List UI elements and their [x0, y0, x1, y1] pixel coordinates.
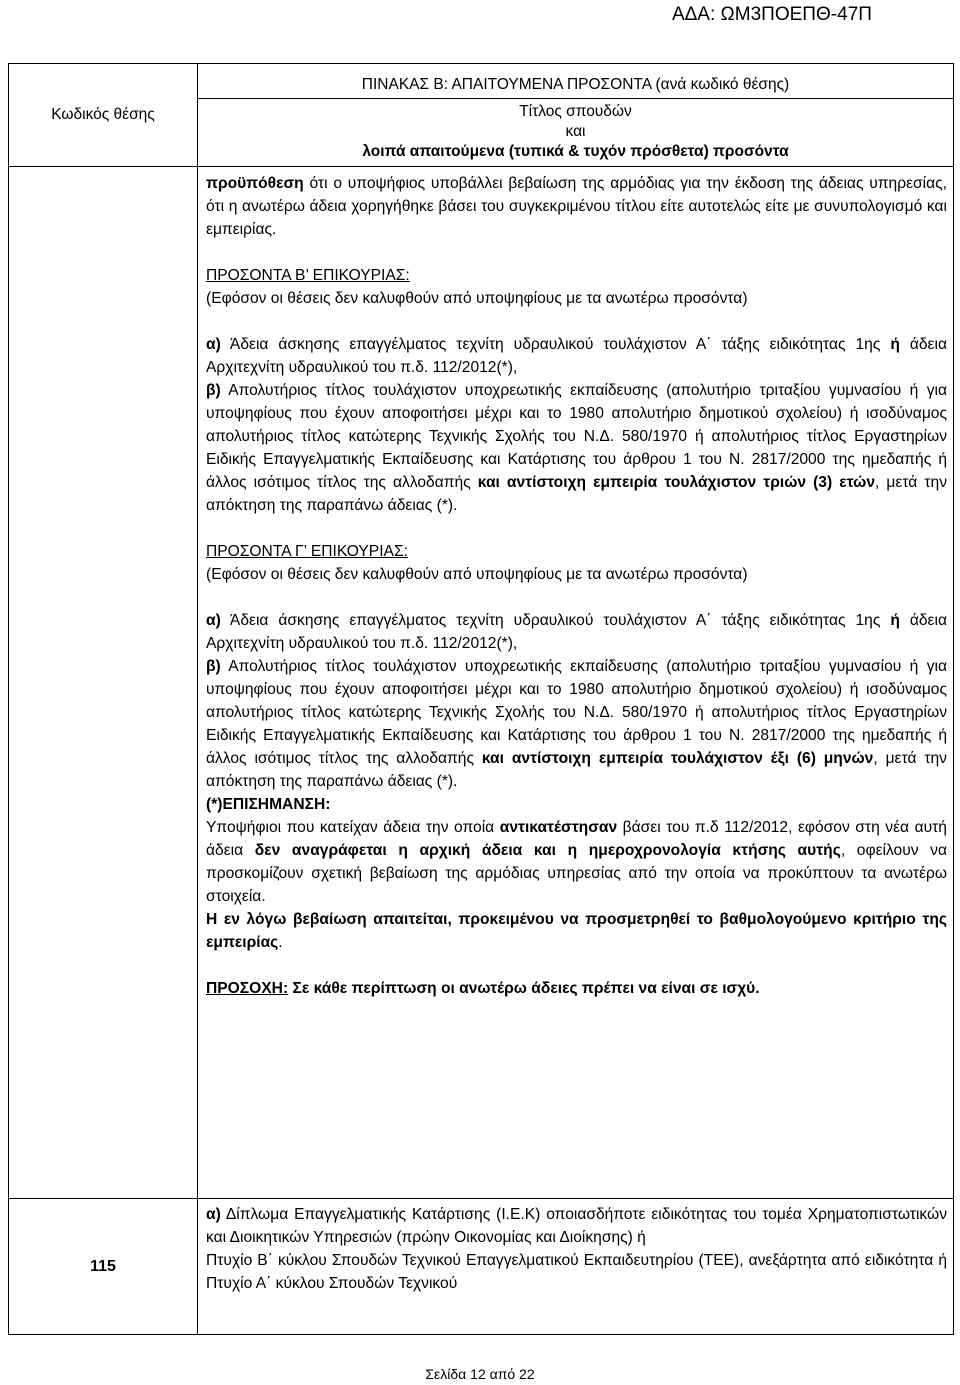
- item-text: Άδεια άσκησης επαγγέλματος τεχνίτη υδραυλικού τουλάχιστον Α΄ τάξης ειδικότητας 1ης: [220, 612, 891, 629]
- note-bold-paragraph: [206, 908, 947, 954]
- position-code-115: 115: [9, 1199, 198, 1335]
- item-text: άδεια Αρχιτεχνίτη υδραυλικού του π.δ. 112/2012(*),: [206, 612, 947, 652]
- item-label: β): [206, 658, 221, 675]
- item-or: ή: [890, 336, 900, 353]
- item-text: Απολυτήριος τίτλος τουλάχιστον υποχρεωτικής εκπαίδευσης (απολυτήριο τριταξίου γυμνασίου ή για υποψηφίους που έχουν αποφοιτήσει μέχρι και το 1980 απολυτήριο δημοτικού σχολείου) ή ισοδύναμος απολυτήριος τίτλος κατώτερης Τεχνικής Σχολής του Ν.Δ. 580/1970 ή απολυτήριος τίτλος Εργαστηρίων Ειδικής Επαγγελματικής Εκπαίδευσης και Κατάρτισης του άρθρου 1 του Ν. 2817/2000 της ημεδαπής ή άλλος ισότιμος τίτλος της αλλοδαπής: [206, 382, 947, 491]
- section-b-heading: ΠΡΟΣΟΝΤΑ Β’ ΕΠΙΚΟΥΡΙΑΣ:: [206, 267, 410, 284]
- column-header-code: Κωδικός θέσης: [9, 64, 198, 167]
- section-c-item-b: [206, 655, 947, 793]
- column-header-line-2: και: [565, 123, 586, 140]
- caution-paragraph: [206, 977, 947, 1000]
- item-label: β): [206, 382, 221, 399]
- column-header-line-3: λοιπά απαιτούμενα (τυπικά & τυχόν πρόσθετα) προσόντα: [362, 143, 789, 160]
- section-c-item-a: [206, 609, 947, 655]
- table-title: ΠΙΝΑΚΑΣ Β: ΑΠΑΙΤΟΥΜΕΝΑ ΠΡΟΣΟΝΤΑ (ανά κωδικό θέσης): [198, 64, 954, 99]
- row115-item-a: [206, 1203, 947, 1249]
- section-b-item-b: [206, 379, 947, 517]
- prerequisite-text: ότι ο υποψήφιος υποβάλλει βεβαίωση της αρμόδιας για την έκδοση της άδειας υπηρεσίας, ότι η ανωτέρω άδεια χορηγήθηκε βάσει του συγκεκριμένου τίτλου είτε αυτοτελώς είτε με συνυπολογισμό και εμπειρίας.: [206, 175, 947, 238]
- page-number: Σελίδα 12 από 22: [425, 1366, 535, 1382]
- prerequisite-paragraph: [206, 172, 947, 241]
- item-text: Άδεια άσκησης επαγγέλματος τεχνίτη υδραυλικού τουλάχιστον Α΄ τάξης ειδικότητας 1ης: [220, 336, 891, 353]
- item-text: Δίπλωμα Επαγγελματικής Κατάρτισης (Ι.Ε.Κ) οποιασδήποτε ειδικότητας του τομέα Χρηματοπιστωτικών και Διοικητικών Υπηρεσιών (πρώην Οικονομίας και Διοίκησης) ή: [206, 1206, 947, 1246]
- requirements-cell-115: [198, 1199, 954, 1335]
- note-text: , οφείλουν να προσκομίζουν σχετική βεβαίωση της αρμόδιας υπηρεσίας από την οποία να προκύπτουν τα ανωτέρω στοιχεία.: [206, 842, 947, 905]
- prerequisite-label: προϋπόθεση: [206, 175, 304, 192]
- requirements-table: [8, 63, 954, 1335]
- caution-text: Σε κάθε περίπτωση οι ανωτέρω άδειες πρέπει να είναι σε ισχύ.: [288, 980, 760, 997]
- note-paragraph: [206, 816, 947, 908]
- note-text: Υποψήφιοι που κατείχαν άδεια την οποία: [206, 819, 500, 836]
- section-b-note: (Εφόσον οι θέσεις δεν καλυφθούν από υποψηφίους με τα ανωτέρω προσόντα): [206, 290, 748, 307]
- section-c-heading: ΠΡΟΣΟΝΤΑ Γ’ ΕΠΙΚΟΥΡΙΑΣ:: [206, 543, 408, 560]
- item-text: , μετά την απόκτηση της παραπάνω άδειας (*).: [206, 750, 947, 790]
- section-b-item-a: [206, 333, 947, 379]
- item-label: α): [206, 1206, 221, 1223]
- item-text: άδεια Αρχιτεχνίτη υδραυλικού του π.δ. 112/2012(*),: [206, 336, 947, 376]
- note-heading: (*)ΕΠΙΣΗΜΑΝΣΗ:: [206, 796, 331, 813]
- section-c-note: (Εφόσον οι θέσεις δεν καλυφθούν από υποψηφίους με τα ανωτέρω προσόντα): [206, 566, 748, 583]
- column-header-title: [198, 99, 954, 167]
- item-text: , μετά την απόκτηση της παραπάνω άδειας (*).: [206, 474, 947, 514]
- column-header-line-1: Τίτλος σπουδών: [519, 103, 632, 120]
- item-label: α): [206, 612, 221, 629]
- document-reference-code: ΑΔΑ: ΩΜ3ΠΟΕΠΘ-47Π: [671, 4, 872, 25]
- note-text: βάσει του π.δ 112/2012, εφόσον στη νέα αυτή άδεια: [206, 819, 947, 859]
- item-experience: και αντίστοιχη εμπειρία τουλάχιστον έξι (6) μηνών: [481, 750, 874, 767]
- empty-code-cell: [9, 167, 198, 1199]
- item-label: α): [206, 336, 221, 353]
- note-bold: Η εν λόγω βεβαίωση απαιτείται, προκειμένου να προσμετρηθεί το βαθμολογούμενο κριτήριο της εμπειρίας: [206, 911, 947, 951]
- caution-heading: ΠΡΟΣΟΧΗ:: [206, 980, 289, 997]
- item-text: Απολυτήριος τίτλος τουλάχιστον υποχρεωτικής εκπαίδευσης (απολυτήριο τριταξίου γυμνασίου ή για υποψηφίους που έχουν αποφοιτήσει μέχρι και το 1980 απολυτήριο δημοτικού σχολείου) ή ισοδύναμος απολυτήριος τίτλος κατώτερης Τεχνικής Σχολής του Ν.Δ. 580/1970 ή απολυτήριος τίτλος Εργαστηρίων Ειδικής Επαγγελματικής Εκπαίδευσης και Κατάρτισης του άρθρου 1 του Ν. 2817/2000 της ημεδαπής ή άλλος ισότιμος τίτλος της αλλοδαπής: [206, 658, 947, 767]
- item-experience: και αντίστοιχη εμπειρία τουλάχιστον τριών (3) ετών: [477, 474, 876, 491]
- item-or: ή: [890, 612, 900, 629]
- row115-item-b: Πτυχίο Β΄ κύκλου Σπουδών Τεχνικού Επαγγελματικού Εκπαιδευτηρίου (ΤΕΕ), ανεξάρτητα από ειδικότητα ή Πτυχίο Α΄ κύκλου Σπουδών Τεχνικού: [206, 1252, 947, 1292]
- note-text: .: [278, 934, 283, 951]
- note-bold: δεν αναγράφεται η αρχική άδεια και η ημεροχρονολογία κτήσης αυτής: [254, 842, 841, 859]
- requirements-cell: [198, 167, 954, 1199]
- note-bold: αντικατέστησαν: [499, 819, 618, 836]
